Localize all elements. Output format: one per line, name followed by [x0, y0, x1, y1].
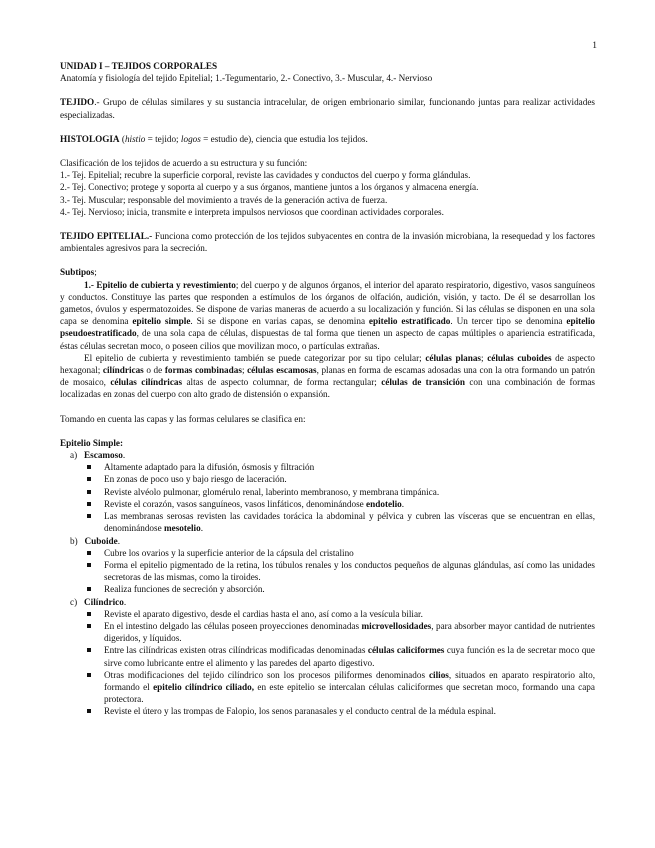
list-item: Entre las cilíndricas existen otras cilíndricas modificadas denominadas células caliciformes cuya función es la de secretar moco que sirve como lubricante entre el alimento y las paredes del aparto digestivo.: [104, 645, 595, 668]
escamoso-heading: a) Escamoso.: [70, 450, 126, 461]
cilindrico-list: [60, 608, 595, 718]
tejido-term: TEJIDO: [60, 97, 95, 108]
clasificacion-item: 4.- Tej. Nervioso; inicia, transmite e interpreta impulsos nerviosos que coordinan actividades corporales.: [60, 206, 444, 217]
tejido-epitelial-term: TEJIDO EPITELIAL.-: [60, 231, 153, 242]
clasificacion-intro: Clasificación de los tejidos de acuerdo a su estructura y su función:: [60, 158, 308, 169]
tejido-epitelial-definition: TEJIDO EPITELIAL.- Funciona como protección de los tejidos subyacentes en contra de la invasión microbiana, la resequedad y los factores ambientales agresivos para la secreción.: [60, 231, 595, 254]
unit-title: UNIDAD I – TEJIDOS CORPORALES: [60, 61, 218, 71]
page-number: 1: [592, 41, 597, 51]
clasificacion-item: 1.- Tej. Epitelial; recubre la superficie corporal, reviste las cavidades y conductos del cuerpo y forma glándulas.: [60, 170, 471, 181]
cuboide-list: [60, 547, 595, 596]
histologia-definition: HISTOLOGIA (histio = tejido; logos = estudio de), ciencia que estudia los tejidos.: [60, 133, 368, 144]
page-content: [60, 60, 595, 718]
subtipos-paragraph-1: 1.- Epitelio de cubierta y revestimiento; del cuerpo y de algunos órganos, el interior del aparato respiratorio, digestivo, vasos sanguíneos y conductos. Constituye las partes que responden a estímulos de los órganos de olfación, audición, visión, y tacto. De él se desarrollan los gametos, óvulos y espermatozoides. Se dispone de varias maneras de acuerdo a su localización y función. Si las células se disponen en una sola capa se denomina epitelio simple. Si se dispone en varias capas, se denomina epitelio estratificado. Un tercer tipo se denomina epitelio pseudoestratificado, de una sola capa de células, dispuestas de tal forma que tienen un aspecto de capas múltiples o apariencia estratificada, éstas células secretan moco, o poseen cilios que movilizan moco, o partículas extrañas.: [60, 279, 595, 351]
escamoso-list: [60, 461, 595, 534]
subtipos-paragraph-2: El epitelio de cubierta y revestimiento también se puede categorizar por su tipo celular; células planas; células cuboides de aspecto hexagonal; cilíndricas o de formas combinadas; células escamosas, planas en forma de escamas adosadas una con la otra formando un patrón de mosaico, células cilíndricas altas de aspecto columnar, de forma rectangular; células de transición con una combinación de formas localizadas en zonas del cuerpo con alto grado de distensión o expansión.: [60, 352, 596, 400]
list-item: Altamente adaptado para la difusión, ósmosis y filtración: [104, 461, 595, 473]
list-item: Reviste alvéolo pulmonar, glomérulo renal, laberinto membranoso, y membrana timpánica.: [104, 486, 595, 498]
clasificacion-item: 2.- Tej. Conectivo; protege y soporta al cuerpo y a sus órganos, mantiene juntos a los órganos y almacena energía.: [60, 182, 479, 193]
epitelio-simple-heading: Epitelio Simple:: [60, 437, 124, 448]
list-item: Otras modificaciones del tejido cilíndrico son los procesos piliformes denominados cilios, situados en aparato respiratorio alto, formando el epitelio cilíndrico ciliado, en este epitelio se intercalan células caliciformes que secretan moco, formando una capa protectora.: [104, 669, 595, 705]
list-item: Forma el epitelio pigmentado de la retina, los túbulos renales y los conductos pequeños de algunas glándulas, así como las unidades secretoras de las mismas, como la tiroides.: [104, 559, 595, 583]
tomando-text: Tomando en cuenta las capas y las formas celulares se clasifica en:: [60, 413, 306, 424]
subtipos-heading: Subtipos;: [60, 267, 97, 278]
list-item: En el intestino delgado las células poseen proyecciones denominadas microvellosidades, para absorber mayor cantidad de nutrientes digeridos, y líquidos.: [104, 620, 595, 644]
tejido-definition: TEJIDO.- Grupo de células similares y su sustancia intracelular, de origen embrionario similar, funcionando juntas para realizar actividades especializadas.: [60, 97, 595, 120]
list-item: Cubre los ovarios y la superficie anterior de la cápsula del cristalino: [104, 547, 595, 559]
clasificacion-item: 3.- Tej. Muscular; responsable del movimiento a través de la generación activa de fuerza.: [60, 194, 388, 205]
list-item: Reviste el aparato digestivo, desde el cardias hasta el ano, así como a la vesícula biliar.: [104, 608, 595, 620]
list-item: Las membranas serosas revisten las cavidades torácica la abdominal y pélvica y cubren las vísceras que se encuentran en ellas, denominándose mesotelio.: [104, 511, 595, 534]
list-item: En zonas de poco uso y bajo riesgo de laceración.: [104, 473, 595, 485]
histologia-term: HISTOLOGIA: [60, 133, 120, 144]
unit-subtitle: Anatomía y fisiología del tejido Epitelial; 1.-Tegumentario, 2.- Conectivo, 3.- Muscular, 4.- Nervioso: [60, 73, 433, 84]
cuboide-heading: b) Cuboide.: [70, 535, 121, 546]
cilindrico-heading: c) Cilíndrico.: [70, 596, 127, 607]
list-item: Reviste el útero y las trompas de Falopio, los senos paranasales y el conducto central de la médula espinal.: [104, 705, 595, 717]
list-item: Reviste el corazón, vasos sanguíneos, vasos linfáticos, denominándose endotelio.: [104, 498, 595, 510]
list-item: Realiza funciones de secreción y absorción.: [104, 583, 595, 595]
